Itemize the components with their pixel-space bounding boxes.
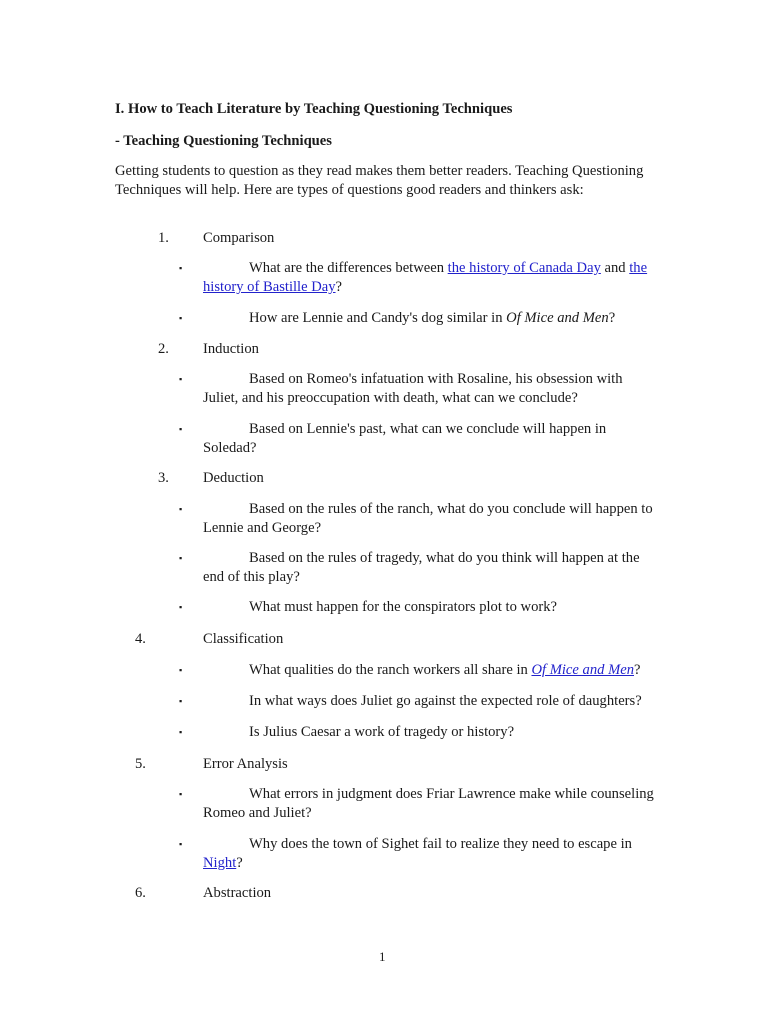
question-link[interactable]: the history of Bastille Day xyxy=(203,260,648,295)
question-item xyxy=(203,723,661,742)
document-heading: I. How to Teach Literature by Teaching Questioning Techniques xyxy=(115,101,513,117)
section-number: 2. xyxy=(158,341,169,357)
question-text: ? xyxy=(634,662,641,678)
bullet-icon: ▪ xyxy=(179,602,183,612)
question-item xyxy=(203,500,661,538)
question-text: Is Julius Caesar a work of tragedy or history? xyxy=(249,724,515,740)
bullet-icon: ▪ xyxy=(179,263,183,273)
bullet-icon: ▪ xyxy=(179,665,183,675)
question-link[interactable]: the history of Canada Day xyxy=(447,260,601,276)
section-title: Comparison xyxy=(203,230,275,246)
page-number: 1 xyxy=(379,949,386,964)
question-item xyxy=(203,370,661,408)
question-item xyxy=(203,309,661,328)
question-text: Based on Lennie's past, what can we conclude will happen in Soledad? xyxy=(203,421,607,456)
book-title: Of Mice and Men xyxy=(506,310,609,326)
question-item xyxy=(203,420,661,458)
section-number: 4. xyxy=(135,631,146,647)
question-text: What errors in judgment does Friar Lawrence make while counseling Romeo and Juliet? xyxy=(203,786,654,821)
question-text: In what ways does Juliet go against the expected role of daughters? xyxy=(249,693,642,709)
section-number: 1. xyxy=(158,230,169,246)
bullet-icon: ▪ xyxy=(179,313,183,323)
bullet-icon: ▪ xyxy=(179,839,183,849)
question-text: Based on the rules of tragedy, what do you think will happen at the end of this play? xyxy=(203,550,640,585)
question-link[interactable]: Of Mice and Men xyxy=(531,662,634,678)
section-title: Induction xyxy=(203,341,259,357)
section-title: Abstraction xyxy=(203,885,272,901)
question-text: What are the differences between xyxy=(249,260,448,276)
question-text: What must happen for the conspirators plot to work? xyxy=(249,599,558,615)
section-title: Classification xyxy=(203,631,284,647)
question-item xyxy=(203,661,661,680)
question-item xyxy=(203,598,661,617)
section-number: 5. xyxy=(135,756,146,772)
bullet-icon: ▪ xyxy=(179,789,183,799)
section-number: 3. xyxy=(158,470,169,486)
document-subheading: - Teaching Questioning Techniques xyxy=(115,133,332,149)
bullet-icon: ▪ xyxy=(179,504,183,514)
bullet-icon: ▪ xyxy=(179,374,183,384)
question-text: ? xyxy=(335,279,343,295)
question-text: Why does the town of Sighet fail to realize they need to escape in xyxy=(249,836,632,852)
question-text: ? xyxy=(608,310,616,326)
bullet-icon: ▪ xyxy=(179,424,183,434)
question-item xyxy=(203,549,661,587)
section-title: Error Analysis xyxy=(203,756,288,772)
question-link[interactable]: Night xyxy=(203,855,237,871)
bullet-icon: ▪ xyxy=(179,727,183,737)
question-item xyxy=(203,785,661,823)
question-text: ? xyxy=(236,855,243,871)
question-text: and xyxy=(600,260,630,276)
section-title: Deduction xyxy=(203,470,264,486)
bullet-icon: ▪ xyxy=(179,553,183,563)
bullet-icon: ▪ xyxy=(179,696,183,706)
question-item xyxy=(203,259,661,297)
section-number: 6. xyxy=(135,885,146,901)
question-text: How are Lennie and Candy's dog similar in xyxy=(249,310,507,326)
question-text: What qualities do the ranch workers all share in xyxy=(249,662,532,678)
intro-paragraph: Getting students to question as they read makes them better readers. Teaching Questioning Techniques will help. Here are types of questions good readers and thinkers ask: xyxy=(115,163,644,198)
question-text: Based on the rules of the ranch, what do you conclude will happen to Lennie and George? xyxy=(203,501,653,536)
question-item xyxy=(203,835,661,873)
question-text: Based on Romeo's infatuation with Rosaline, his obsession with Juliet, and his preoccupation with death, what can we conclude? xyxy=(203,371,623,406)
question-item xyxy=(203,692,661,711)
